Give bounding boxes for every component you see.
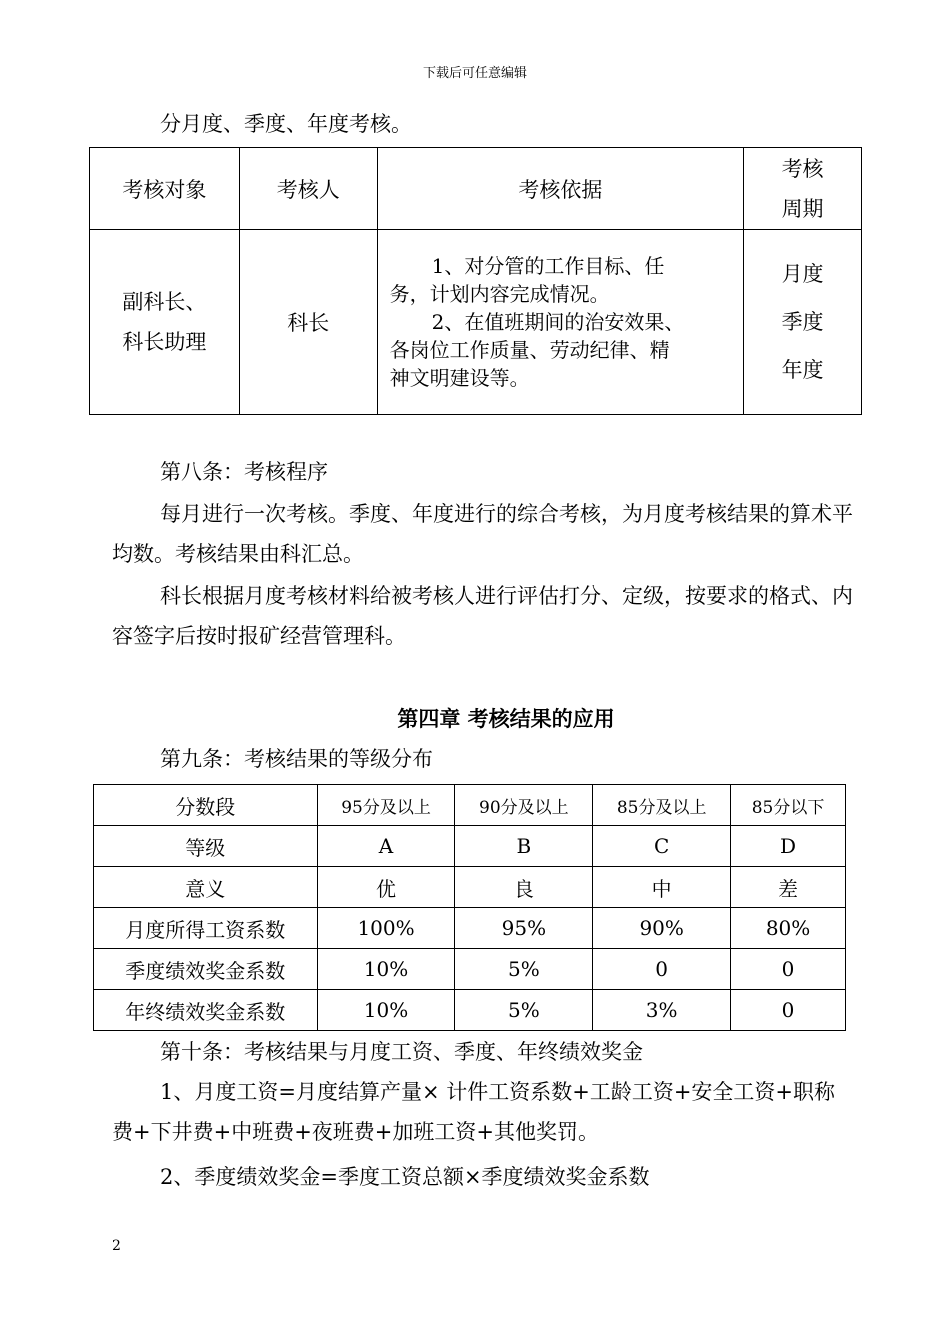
grade-row — [94, 908, 846, 949]
cell-assessor: 科长 — [239, 230, 377, 415]
grade-cell: 85分及以上 — [593, 785, 731, 826]
grade-cell: 90% — [593, 908, 731, 949]
header-target: 考核对象 — [90, 148, 240, 230]
grade-cell: C — [593, 826, 731, 867]
cell-target: 副科长、 科长助理 — [90, 230, 240, 415]
grade-row — [94, 785, 846, 826]
intro-line: 分月度、季度、年度考核。 — [160, 112, 412, 136]
grade-table — [93, 784, 846, 1031]
grade-row — [94, 949, 846, 990]
assessment-table-header — [90, 148, 862, 230]
article10-item-1: 1、月度工资=月度结算产量× 计件工资系数+工龄工资+安全工资+职称费+下井费+中班费+夜班费+加班工资+其他奖罚。 — [112, 1080, 836, 1144]
grade-cell: 95分及以上 — [317, 785, 455, 826]
grade-cell: 10% — [317, 949, 455, 990]
grade-cell: 85分以下 — [731, 785, 846, 826]
grade-cell: 等级 — [94, 826, 318, 867]
grade-cell: 0 — [731, 990, 846, 1031]
grade-cell: 10% — [317, 990, 455, 1031]
grade-cell: 月度所得工资系数 — [94, 908, 318, 949]
grade-cell: 分数段 — [94, 785, 318, 826]
article10-title: 第十条：考核结果与月度工资、季度、年终绩效奖金 — [160, 1040, 643, 1064]
grade-cell: A — [317, 826, 455, 867]
header-assessor: 考核人 — [239, 148, 377, 230]
header-basis: 考核依据 — [377, 148, 744, 230]
grade-cell: 良 — [455, 867, 593, 908]
grade-cell: 80% — [731, 908, 846, 949]
grade-cell: 3% — [593, 990, 731, 1031]
grade-cell: 0 — [731, 949, 846, 990]
grade-cell: 差 — [731, 867, 846, 908]
article8-paragraph-2: 科长根据月度考核材料给被考核人进行评估打分、定级，按要求的格式、内容签字后按时报矿经营管理科。 — [112, 584, 853, 648]
grade-cell: B — [455, 826, 593, 867]
grade-cell: 优 — [317, 867, 455, 908]
grade-cell: 中 — [593, 867, 731, 908]
header-cycle: 考核 周期 — [744, 148, 862, 230]
grade-cell: 季度绩效奖金系数 — [94, 949, 318, 990]
article8-paragraph-1: 每月进行一次考核。季度、年度进行的综合考核，为月度考核结果的算术平均数。考核结果由科汇总。 — [112, 502, 853, 566]
cell-cycle: 月度 季度 年度 — [744, 230, 862, 415]
article9-title: 第九条：考核结果的等级分布 — [160, 747, 433, 771]
header-note: 下载后可任意编辑 — [422, 66, 527, 81]
grade-row — [94, 867, 846, 908]
grade-cell: 95% — [455, 908, 593, 949]
grade-row — [94, 826, 846, 867]
cell-basis: 1、对分管的工作目标、任 务，计划内容完成情况。 2、在值班期间的治安效果、 各岗位工作质量、劳动纪律、精 神文明建设等。 — [377, 230, 744, 415]
grade-row — [94, 990, 846, 1031]
grade-cell: 年终绩效奖金系数 — [94, 990, 318, 1031]
chapter4-title: 第四章 考核结果的应用 — [397, 707, 615, 731]
article10-item-2: 2、季度绩效奖金=季度工资总额×季度绩效奖金系数 — [160, 1165, 650, 1189]
page-number: 2 — [112, 1238, 121, 1254]
grade-cell: 100% — [317, 908, 455, 949]
assessment-table — [89, 147, 862, 415]
assessment-table-row — [90, 230, 862, 415]
grade-cell: 90分及以上 — [455, 785, 593, 826]
grade-cell: 意义 — [94, 867, 318, 908]
article8-title: 第八条：考核程序 — [160, 460, 328, 484]
grade-cell: D — [731, 826, 846, 867]
grade-cell: 5% — [455, 990, 593, 1031]
grade-cell: 5% — [455, 949, 593, 990]
grade-cell: 0 — [593, 949, 731, 990]
